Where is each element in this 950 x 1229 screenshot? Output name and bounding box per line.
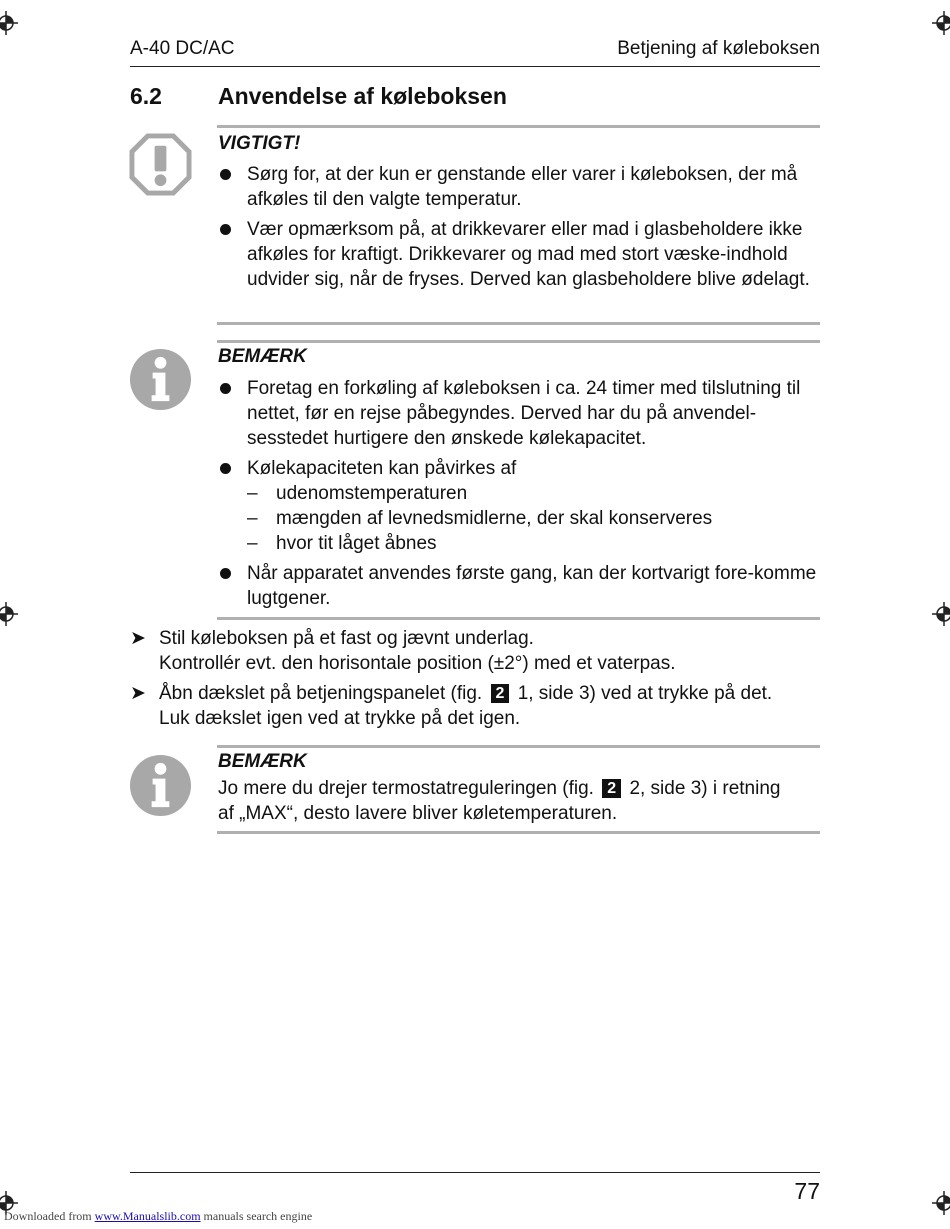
bullet-icon <box>220 383 231 394</box>
crop-mark-icon <box>932 602 950 626</box>
instruction-step <box>130 626 854 676</box>
watermark-prefix: Downloaded from <box>4 1209 92 1223</box>
sub-list-item <box>247 506 822 531</box>
note-top-rule <box>217 340 820 343</box>
bullet-icon <box>220 169 231 180</box>
step-text-line <box>159 681 854 706</box>
list-item <box>218 376 822 451</box>
instruction-step <box>130 681 854 731</box>
note-text-line <box>218 776 823 801</box>
sub-list-item <box>247 531 822 556</box>
note-bottom-rule <box>217 831 820 834</box>
arrow-right-icon: ➤ <box>130 628 146 649</box>
sub-list-item <box>247 481 822 506</box>
step-text-line: Stil køleboksen på et fast og jævnt underlag. <box>159 628 534 649</box>
bullet-icon <box>220 568 231 579</box>
note-top-rule <box>217 745 820 748</box>
figure-reference-badge: 2 <box>602 779 621 798</box>
bullet-icon <box>220 463 231 474</box>
list-item <box>218 217 822 292</box>
note-text-line: af „MAX“, desto lavere bliver køletemperaturen. <box>218 803 618 824</box>
header-chapter-title: Betjening af køleboksen <box>617 38 820 59</box>
watermark-link[interactable]: www.Manualslib.com <box>94 1209 201 1223</box>
crop-mark-icon <box>0 602 18 626</box>
download-watermark <box>4 1209 312 1224</box>
step-text-line: Luk dækslet igen ved at trykke på det igen. <box>159 708 521 729</box>
crop-mark-icon <box>932 11 950 35</box>
exclamation-octagon-icon <box>129 133 192 196</box>
note-title: BEMÆRK <box>218 346 307 367</box>
info-icon <box>129 754 192 817</box>
figure-reference-badge: 2 <box>491 684 510 703</box>
bullet-icon <box>220 224 231 235</box>
note-list <box>218 376 822 616</box>
header-product-name: A-40 DC/AC <box>130 38 235 59</box>
step-text-line: Kontrollér evt. den horisontale position (±2°) med et vaterpas. <box>159 653 676 674</box>
list-item <box>218 162 822 212</box>
section-title: Anvendelse af køleboksen <box>218 83 507 109</box>
note-text: Jo mere du drejer termostatreguleringen (fig. <box>218 778 594 799</box>
sub-list-item-text: udenomstemperaturen <box>276 483 468 504</box>
note-bottom-rule <box>217 617 820 620</box>
list-item <box>218 456 822 556</box>
page-number: 77 <box>794 1178 820 1204</box>
sub-list-item-text: hvor tit låget åbnes <box>276 533 437 554</box>
note-body <box>218 776 823 826</box>
info-icon <box>129 348 192 411</box>
warning-list <box>218 162 822 297</box>
dash-icon: – <box>247 533 258 554</box>
watermark-suffix: manuals search engine <box>203 1209 313 1223</box>
step-text: Åbn dækslet på betjeningspanelet (fig. <box>159 683 483 704</box>
dash-icon: – <box>247 483 258 504</box>
note-title: BEMÆRK <box>218 751 307 772</box>
step-text: 1, side 3) ved at trykke på det. <box>517 683 773 704</box>
note-text: 2, side 3) i retning <box>629 778 781 799</box>
warning-bottom-rule <box>217 322 820 325</box>
crop-mark-icon <box>932 1191 950 1215</box>
dash-icon: – <box>247 508 258 529</box>
list-item-text: Foretag en forkøling af køleboksen i ca. 24 timer med tilslutning til nettet, før en rejse påbegyndes. Derved har du på anvendel-sesstedet hurtigere den ønskede kølekapacitet. <box>247 378 801 449</box>
crop-mark-icon <box>0 11 18 35</box>
footer-rule <box>130 1172 820 1173</box>
header-rule <box>130 66 820 67</box>
list-item <box>218 561 822 611</box>
list-item-text: Vær opmærksom på, at drikkevarer eller mad i glasbeholdere ikke afkøles for kraftigt. Drikkevarer og mad med stort væske-indhold udvider sig, når de fryses. Derved kan glasbeholdere blive ødelagt. <box>247 219 810 290</box>
list-item-text: Kølekapaciteten kan påvirkes af <box>247 458 517 479</box>
list-item-text: Sørg for, at der kun er genstande eller varer i køleboksen, der må afkøles til den valgte temperatur. <box>247 164 798 210</box>
list-item-text: Når apparatet anvendes første gang, kan der kortvarigt fore-komme lugtgener. <box>247 563 817 609</box>
warning-title: VIGTIGT! <box>218 133 301 154</box>
sub-list-item-text: mængden af levnedsmidlerne, der skal konserveres <box>276 508 713 529</box>
section-number: 6.2 <box>130 83 162 109</box>
arrow-right-icon: ➤ <box>130 683 146 704</box>
warning-top-rule <box>217 125 820 128</box>
